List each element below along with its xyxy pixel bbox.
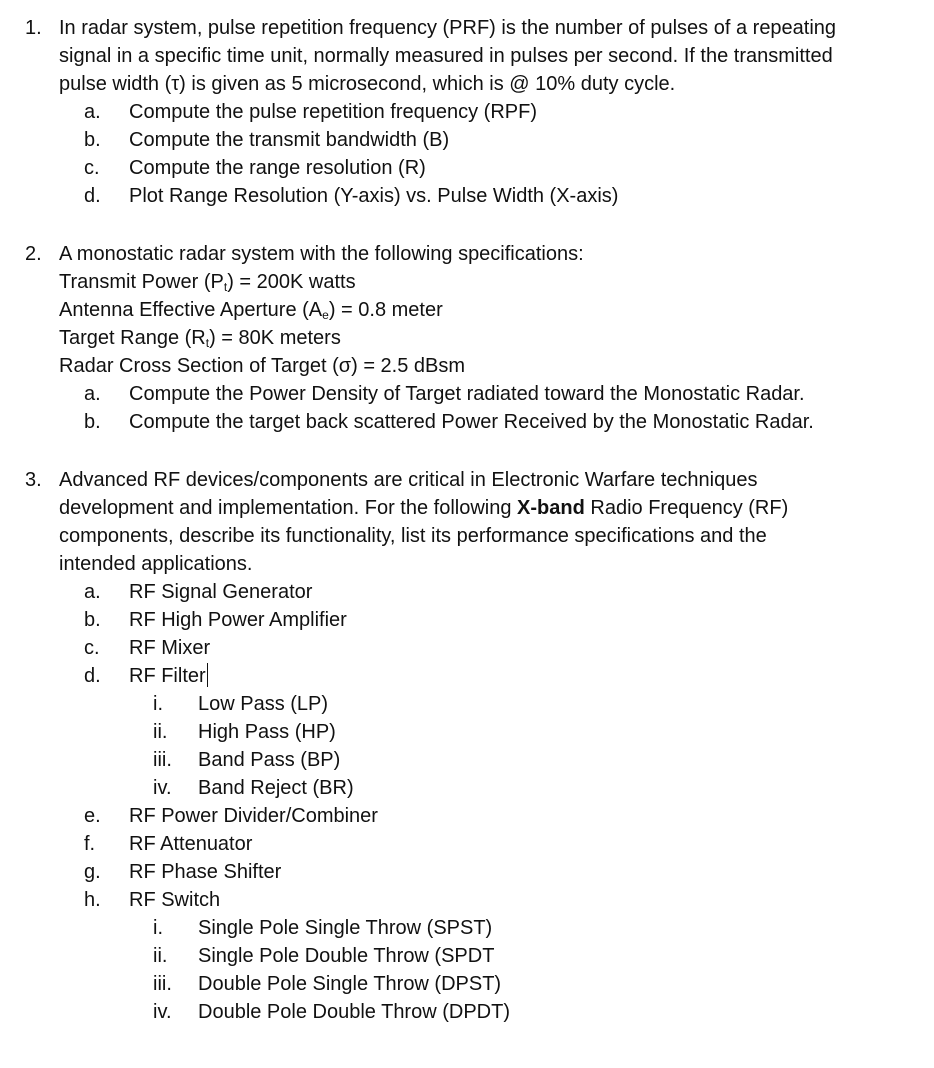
list-marker: b.: [84, 609, 101, 631]
question-3-line-3: components, describe its functionality, list its performance specifications and the: [59, 525, 767, 547]
question-2-intro: A monostatic radar system with the following specifications:: [59, 243, 584, 265]
spec-radar-cross-section: Radar Cross Section of Target (σ) = 2.5 dBsm: [59, 355, 466, 377]
list-marker: a.: [84, 101, 101, 123]
list-text: RF Phase Shifter: [129, 861, 282, 883]
list-item: [0, 408, 900, 436]
sub-list-item: [0, 718, 900, 746]
list-item: [0, 380, 900, 408]
sub-list-text: Single Pole Double Throw (SPDT: [198, 945, 495, 967]
question-1-line-1: In radar system, pulse repetition frequency (PRF) is the number of pulses of a repeating: [59, 17, 837, 39]
text-cursor: [207, 663, 208, 687]
question-1-text: [0, 14, 900, 98]
question-3: [0, 466, 900, 1026]
list-text: Compute the range resolution (R): [129, 157, 426, 179]
question-1: [0, 14, 900, 210]
sub-list-item: [0, 690, 900, 718]
list-marker: a.: [84, 581, 101, 603]
sub-list-marker: ii.: [153, 945, 168, 967]
list-item: [0, 98, 900, 126]
list-marker: h.: [84, 889, 101, 911]
list-item: [0, 858, 900, 886]
list-text: Compute the pulse repetition frequency (RPF): [129, 101, 537, 123]
list-text: RF Filter: [129, 665, 206, 687]
list-text: RF Mixer: [129, 637, 211, 659]
question-1-number: 1.: [25, 17, 42, 39]
list-text: RF Power Divider/Combiner: [129, 805, 378, 827]
sub-list-marker: iii.: [153, 749, 172, 771]
list-item: [0, 578, 900, 606]
list-marker: d.: [84, 185, 101, 207]
sub-list-text: Double Pole Single Throw (DPST): [198, 973, 502, 995]
sub-list-item: [0, 774, 900, 802]
list-text: Plot Range Resolution (Y-axis) vs. Pulse Width (X-axis): [129, 185, 619, 207]
sub-list-marker: iv.: [153, 777, 172, 799]
list-marker: e.: [84, 805, 101, 827]
sub-list-item: [0, 942, 900, 970]
list-item: [0, 886, 900, 914]
spec-antenna-aperture: Antenna Effective Aperture $(A_e) = 0.8$ meter: [59, 299, 443, 322]
list-marker: c.: [84, 637, 100, 659]
list-text: Compute the Power Density of Target radiated toward the Monostatic Radar.: [129, 383, 805, 405]
list-text: RF Signal Generator: [129, 581, 313, 603]
spec-transmit-power: Transmit Power $(P_t) = 200K$ watts: [59, 271, 356, 294]
sub-list-text: Band Pass (BP): [198, 749, 341, 771]
sub-list-item: [0, 998, 900, 1026]
list-item: [0, 634, 900, 662]
sub-list-marker: i.: [153, 693, 163, 715]
list-item: [0, 182, 900, 210]
sub-list-text: Low Pass (LP): [198, 693, 329, 715]
sub-list-text: Double Pole Double Throw (DPDT): [198, 1001, 510, 1023]
list-marker: g.: [84, 861, 101, 883]
spec-target-range: Target Range $(R_t) = 80K$ meters: [59, 327, 341, 350]
list-marker: f.: [84, 833, 96, 855]
list-item: [0, 802, 900, 830]
list-item: [0, 662, 900, 690]
question-3-line-4: intended applications.: [59, 553, 253, 575]
list-text: Compute the target back scattered Power Received by the Monostatic Radar.: [129, 411, 814, 433]
question-1-line-3: pulse width (τ) is given as 5 microsecond, which is @ 10% duty cycle.: [59, 73, 676, 95]
list-text: RF High Power Amplifier: [129, 609, 347, 631]
list-item: [0, 126, 900, 154]
sub-list-text: Single Pole Single Throw (SPST): [198, 917, 493, 939]
question-2-number: 2.: [25, 243, 42, 265]
sub-list-text: High Pass (HP): [198, 721, 336, 743]
question-3-number: 3.: [25, 469, 42, 491]
sub-list-marker: iv.: [153, 1001, 172, 1023]
list-marker: b.: [84, 411, 101, 433]
question-3-text: [0, 466, 900, 578]
question-1-line-2: signal in a specific time unit, normally measured in pulses per second. If the transmitted: [59, 45, 833, 67]
list-item: [0, 606, 900, 634]
list-marker: b.: [84, 129, 101, 151]
list-marker: a.: [84, 383, 101, 405]
question-2-text: [0, 240, 900, 268]
list-text: RF Attenuator: [129, 833, 253, 855]
sub-list-marker: ii.: [153, 721, 168, 743]
x-band-bold: X-band: [517, 497, 585, 519]
question-3-line-2: development and implementation. For the following X-band Radio Frequency (RF): [59, 497, 789, 519]
list-marker: d.: [84, 665, 101, 687]
sub-list-text: Band Reject (BR): [198, 777, 354, 799]
sub-list-item: [0, 970, 900, 998]
sub-list-item: [0, 746, 900, 774]
list-text: RF Switch: [129, 889, 221, 911]
question-2: [0, 240, 900, 436]
list-text: Compute the transmit bandwidth (B): [129, 129, 450, 151]
sub-list-marker: iii.: [153, 973, 172, 995]
question-3-line-1: Advanced RF devices/components are critical in Electronic Warfare techniques: [59, 469, 758, 491]
list-item: [0, 154, 900, 182]
sub-list-item: [0, 914, 900, 942]
sub-list-marker: i.: [153, 917, 163, 939]
list-marker: c.: [84, 157, 100, 179]
list-item: [0, 830, 900, 858]
